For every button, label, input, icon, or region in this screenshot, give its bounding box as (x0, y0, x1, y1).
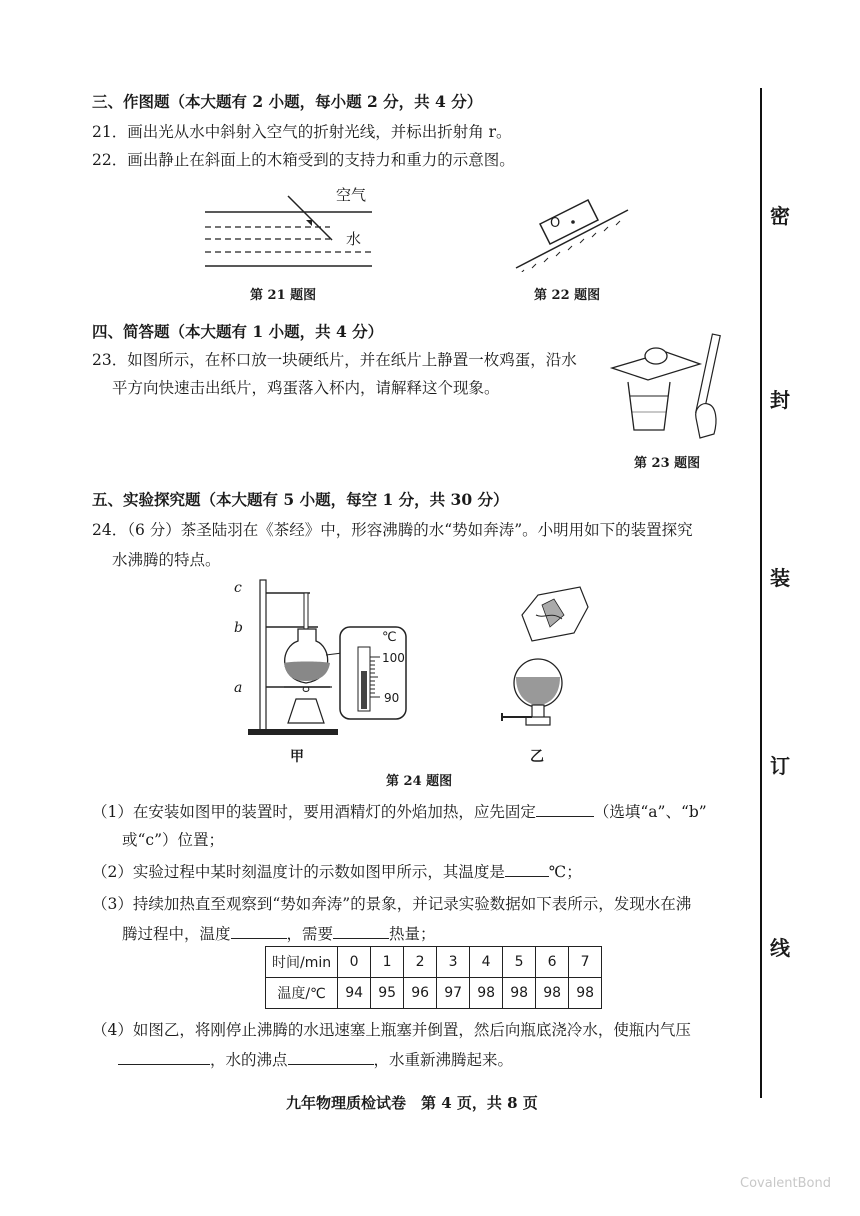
fig22-caption: 第 22 题图 (534, 288, 601, 303)
part-1-text-b: （选填“a”、“b” (593, 803, 707, 821)
fig22-box-label: O (550, 216, 561, 231)
fig24-label-jia: 甲 (290, 749, 304, 765)
table-cell: 98 (536, 978, 569, 1009)
answer-blank-3[interactable] (231, 924, 287, 939)
fig24-thermo-100: 100 (382, 651, 405, 665)
fig24-thermo-90: 90 (384, 691, 400, 705)
part-1-line2: 或“c”）位置； (122, 831, 225, 849)
answer-blank-5[interactable] (118, 1050, 210, 1065)
answer-blank-2[interactable] (505, 862, 549, 877)
page-footer: 九年物理质检试卷 第 4 页，共 8 页 (286, 1094, 538, 1112)
part-1-line1 (92, 800, 707, 822)
fig24-caption: 第 24 题图 (386, 774, 453, 789)
question-23-line1: 23．如图所示，在杯口放一块硬纸片，并在纸片上静置一枚鸡蛋，沿水 (92, 351, 577, 369)
table-cell: 1 (371, 947, 404, 978)
fig21-caption: 第 21 题图 (250, 288, 317, 303)
table-row (266, 947, 602, 978)
part-2-line (92, 860, 582, 882)
question-22: 22．画出静止在斜面上的木箱受到的支持力和重力的示意图。 (92, 151, 515, 169)
table-cell: 97 (437, 978, 470, 1009)
fig21-water-label: 水 (346, 230, 362, 248)
fig24-label-c: c (234, 580, 242, 596)
figure-22-incline-box (510, 192, 630, 272)
part-3-text-b2: ，需要 (286, 925, 334, 943)
table-cell: 5 (503, 947, 536, 978)
fig21-air-label: 空气 (336, 186, 367, 204)
table-cell: 2 (404, 947, 437, 978)
part-4-text-b1: ，水的沸点 (210, 1051, 288, 1069)
figure-23-egg-cup (604, 330, 744, 442)
watermark: CovalentBond (740, 1176, 831, 1191)
fig24-label-yi: 乙 (530, 749, 544, 765)
table-cell: 95 (371, 978, 404, 1009)
part-3-text-b3: 热量； (389, 925, 436, 943)
answer-blank-4[interactable] (333, 924, 389, 939)
section3-heading: 三、作图题（本大题有 2 小题，每小题 2 分，共 4 分） (92, 92, 483, 111)
table-cell: 0 (338, 947, 371, 978)
fig24-label-a: a (234, 680, 243, 696)
fig24-thermo-unit: ℃ (382, 630, 397, 645)
binding-char-mi: 密 (770, 204, 790, 228)
table-cell: 98 (470, 978, 503, 1009)
part-3-text-b1: 腾过程中，温度 (122, 925, 231, 943)
table-cell: 6 (536, 947, 569, 978)
part-4-line1: （4）如图乙，将刚停止沸腾的水迅速塞上瓶塞并倒置，然后向瓶底浇冷水，使瓶内气压 (92, 1021, 691, 1039)
question-24-line2: 水沸腾的特点。 (112, 551, 221, 569)
question-21: 21．画出光从水中斜射入空气的折射光线，并标出折射角 r。 (92, 123, 512, 141)
part-1-text-a: （1）在安装如图甲的装置时，要用酒精灯的外焰加热，应先固定 (92, 803, 536, 821)
binding-line (760, 88, 762, 1098)
binding-char-feng: 封 (770, 388, 790, 412)
part-2-text-b: ℃； (548, 863, 582, 881)
question-24-line1: 24．（6 分）茶圣陆羽在《茶经》中，形容沸腾的水“势如奔涛”。小明用如下的装置探究 (92, 521, 693, 539)
fig23-caption: 第 23 题图 (634, 456, 701, 471)
part-2-text-a: （2）实验过程中某时刻温度计的示数如图甲所示，其温度是 (92, 863, 505, 881)
answer-blank-6[interactable] (288, 1050, 374, 1065)
fig24-label-b: b (234, 620, 243, 636)
table-cell: 98 (569, 978, 602, 1009)
table-cell: 4 (470, 947, 503, 978)
answer-blank-1[interactable] (536, 802, 594, 817)
table-row-header: 时间/min (266, 947, 338, 978)
part-3-line2 (122, 922, 436, 944)
part-3-line1: （3）持续加热直至观察到“势如奔涛”的景象，并记录实验数据如下表所示，发现水在沸 (92, 895, 692, 913)
section5-heading: 五、实验探究题（本大题有 5 小题，每空 1 分，共 30 分） (92, 490, 509, 509)
table-cell: 96 (404, 978, 437, 1009)
part-4-text-b2: ，水重新沸腾起来。 (373, 1051, 514, 1069)
table-cell: 98 (503, 978, 536, 1009)
binding-char-zhuang: 装 (770, 566, 790, 590)
data-table (265, 946, 602, 1009)
table-cell: 94 (338, 978, 371, 1009)
table-row-header: 温度/℃ (266, 978, 338, 1009)
section4-heading: 四、简答题（本大题有 1 小题，共 4 分） (92, 322, 384, 341)
figure-24-yi-flask (492, 585, 602, 735)
binding-char-xian: 线 (770, 936, 790, 960)
table-cell: 7 (569, 947, 602, 978)
table-cell: 3 (437, 947, 470, 978)
binding-char-ding: 订 (770, 754, 790, 778)
part-4-line2 (118, 1048, 513, 1070)
table-row (266, 978, 602, 1009)
question-23-line2: 平方向快速击出纸片，鸡蛋落入杯内，请解释这个现象。 (112, 379, 500, 397)
